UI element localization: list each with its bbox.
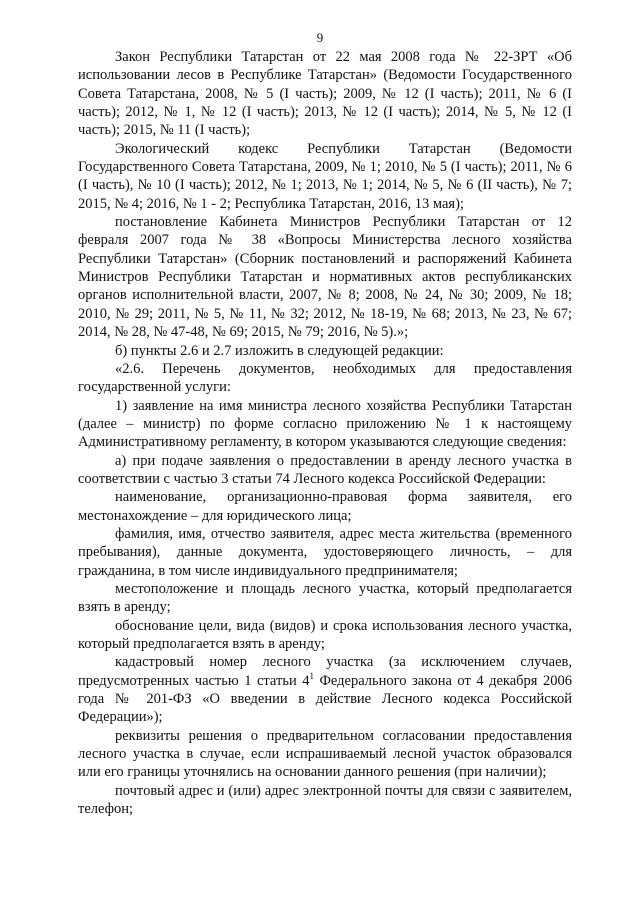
paragraph: местоположение и площадь лесного участка, который предполагается взять в аренду; (78, 580, 572, 616)
paragraph: б) пункты 2.6 и 2.7 изложить в следующей редакции: (115, 342, 444, 359)
paragraph: 1) заявление на имя министра лесного хозяйства Республики Татарстан (далее – министр) по форме согласно приложению № 1 к настоящему Административному регламенту, в котором указываются следующие сведения: (78, 397, 572, 451)
paragraph-text: Федерального закона от 4 декабря 2006 года № 201-ФЗ «О введении в действие Лесного кодекса Российской Федерации»); (78, 672, 572, 726)
paragraph: постановление Кабинета Министров Республики Татарстан от 12 февраля 2007 года № 38 «Вопросы Министерства лесного хозяйства Республики Татарстан» (Сборник постановлений и распоряжений Кабинета Министров Республики Татарстан и нормативных актов республиканских органов исполнительной власти, 2007, № 8; 2008, № 24, № 30; 2009, № 18; 2010, № 29; 2011, № 5, № 11, № 32; 2012, № 18-19, № 68; 2013, № 23, № 67; 2014, № 28, № 47-48, № 69; 2015, № 79; 2016, № 5).»; (78, 214, 572, 341)
paragraph: почтовый адрес и (или) адрес электронной почты для связи с заявителем, телефон; (78, 782, 572, 818)
superscript: 1 (309, 670, 314, 681)
paragraph: фамилия, имя, отчество заявителя, адрес места жительства (временного пребывания), данные документа, удостоверяющего личность, – для гражданина, в том числе индивидуального предпринимателя; (78, 525, 572, 579)
paragraph: реквизиты решения о предварительном согласовании предоставления лесного участка в случае, если испрашиваемый лесной участок образовался или его границы уточнялись на основании данного решения (при наличии); (78, 727, 572, 781)
paragraph: наименование, организационно-правовая форма заявителя, его местонахождение – для юридического лица; (78, 489, 572, 524)
paragraph-text: кадастровый номер лесного участка (за исключением случаев, предусмотренных частью 1 статьи 4 (78, 654, 572, 689)
paragraph: обоснование цели, вида (видов) и срока использования лесного участка, который предполагается взять в аренду; (78, 617, 572, 652)
paragraph: Экологический кодекс Республики Татарстан (Ведомости Государственного Совета Татарстана, 2009, № 1; 2010, № 5 (I часть); 2011, № 6 (I часть), № 10 (I часть); 2012, № 1; 2013, № 1; 2014, № 5, № 6 (II часть), № 7; 2015, № 4; 2016, № 1 - 2; Республика Татарстан, 2016, 13 мая); (78, 140, 572, 212)
paragraph-cadastral (78, 653, 572, 726)
document-body (78, 48, 572, 818)
paragraph: «2.6. Перечень документов, необходимых для предоставления государственной услуги: (78, 360, 572, 396)
paragraph: а) при подаче заявления о предоставлении в аренду лесного участка в соответствии с частью 3 статьи 74 Лесного кодекса Российской Федерации: (78, 452, 572, 487)
page-number: 9 (316, 30, 324, 45)
paragraph: Закон Республики Татарстан от 22 мая 2008 года № 22-ЗРТ «Об использовании лесов в Республике Татарстан» (Ведомости Государственного Совета Татарстана, 2008, № 5 (I часть); 2009, № 12 (I часть); 2011, № 6 (I часть); 2012, № 1, № 12 (I часть); 2013, № 12 (I часть); 2014, № 5, № 12 (I часть); 2015, № 11 (I часть); (78, 49, 572, 139)
